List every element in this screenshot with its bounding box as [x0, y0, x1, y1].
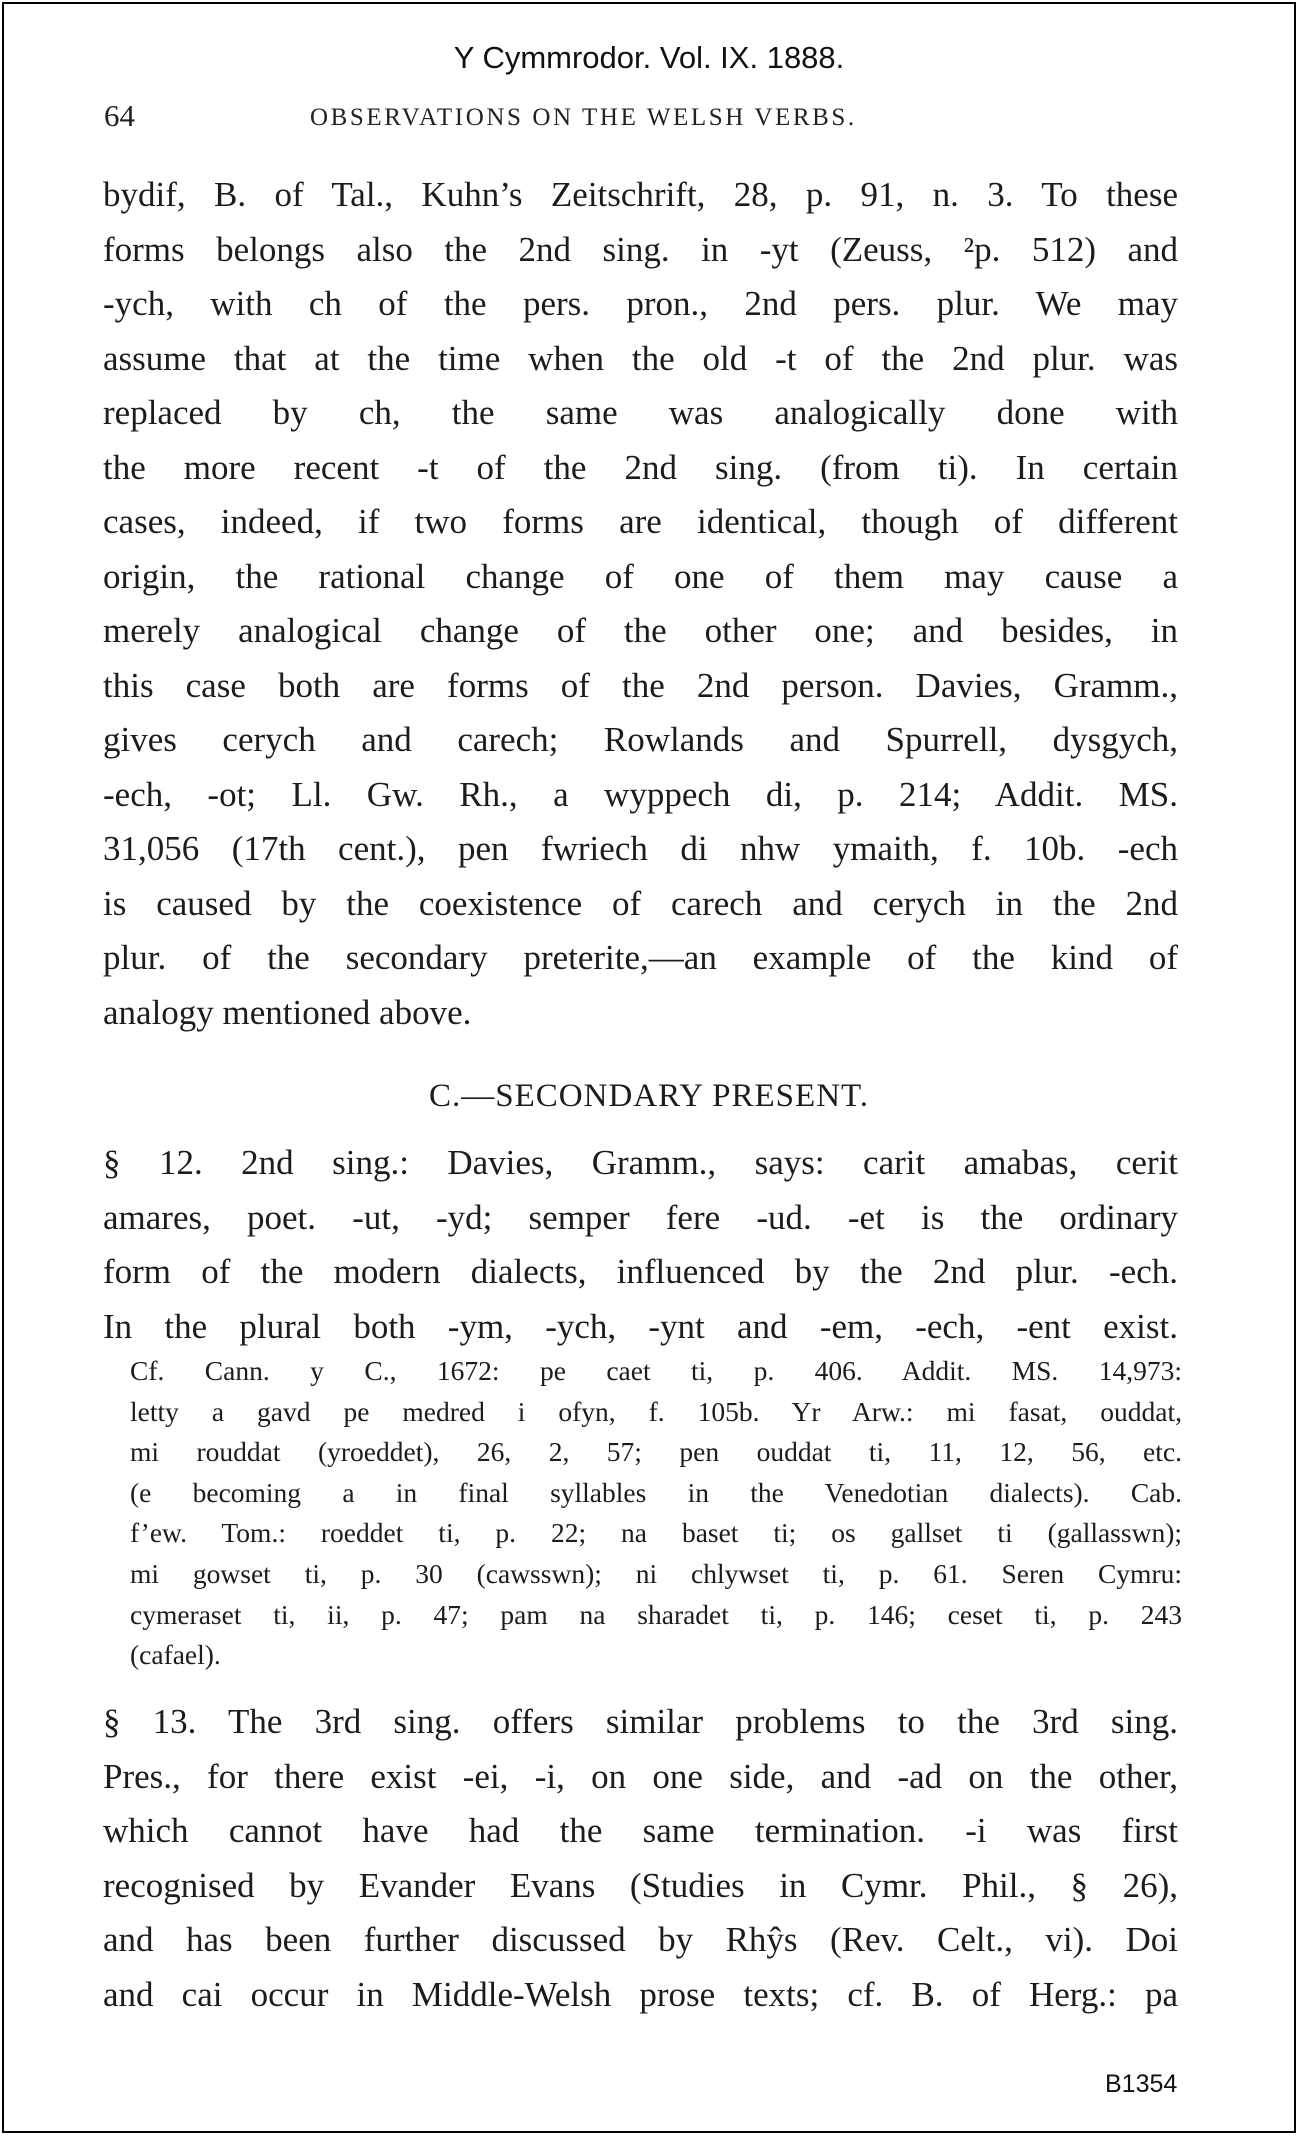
- text-line: f’ew. Tom.: roeddet ti, p. 22; na baset ti; os gallset ti (gallasswn);: [130, 1517, 1182, 1549]
- text-line: and has been further discussed by Rhŷs (Rev. Celt., vi). Doi: [103, 1920, 1178, 1959]
- text-line: and cai occur in Middle-Welsh prose texts; cf. B. of Herg.: pa: [103, 1974, 1178, 2014]
- text-line: cymeraset ti, ii, p. 47; pam na sharadet ti, p. 146; ceset ti, p. 243: [130, 1598, 1182, 1630]
- page-number: 64: [104, 98, 135, 133]
- text-line: merely analogical change of the other one; and besides, in: [103, 611, 1178, 650]
- text-line: origin, the rational change of one of them may cause a: [103, 556, 1178, 596]
- section-heading: C.—SECONDARY PRESENT.: [429, 1078, 869, 1114]
- text-line: recognised by Evander Evans (Studies in Cymr. Phil., § 26),: [103, 1865, 1178, 1905]
- text-line: (cafael).: [130, 1639, 221, 1671]
- text-line: Cf. Cann. y C., 1672: pe caet ti, p. 406. Addit. MS. 14,973:: [130, 1355, 1182, 1386]
- text-line: letty a gavd pe medred i ofyn, f. 105b. Yr Arw.: mi fasat, ouddat,: [130, 1395, 1182, 1427]
- text-line: mi gowset ti, p. 30 (cawsswn); ni chlywset ti, p. 61. Seren Cymru:: [130, 1557, 1182, 1589]
- paragraph-section-12: [103, 1136, 1178, 1354]
- text-line: plur. of the secondary preterite,—an example of the kind of: [103, 938, 1178, 977]
- text-line: Pres., for there exist -ei, -i, on one side, and -ad on the other,: [103, 1756, 1178, 1796]
- text-line: is caused by the coexistence of carech and cerych in the 2nd: [103, 883, 1178, 923]
- text-line: which cannot have had the same termination. -i was first: [103, 1811, 1178, 1850]
- text-line: this case both are forms of the 2nd person. Davies, Gramm.,: [103, 665, 1178, 705]
- paragraph-section-13: [103, 1695, 1178, 2022]
- catalog-number: B1354: [1105, 2070, 1178, 2098]
- text-line: analogy mentioned above.: [103, 992, 472, 1032]
- text-line: assume that at the time when the old -t of the 2nd plur. was: [103, 338, 1178, 378]
- text-line: gives cerych and carech; Rowlands and Spurrell, dysgych,: [103, 720, 1178, 759]
- text-line: the more recent -t of the 2nd sing. (from ti). In certain: [103, 447, 1178, 487]
- text-line: (e becoming a in final syllables in the Venedotian dialects). Cab.: [130, 1476, 1182, 1508]
- text-line: bydif, B. of Tal., Kuhn’s Zeitschrift, 28, p. 91, n. 3. To these: [103, 175, 1178, 214]
- text-line: cases, indeed, if two forms are identical, though of different: [103, 502, 1178, 541]
- text-line: § 13. The 3rd sing. offers similar problems to the 3rd sing.: [103, 1702, 1178, 1741]
- text-line: -ych, with ch of the pers. pron., 2nd pers. plur. We may: [103, 284, 1178, 323]
- text-line: replaced by ch, the same was analogically done with: [103, 393, 1178, 432]
- text-line: forms belongs also the 2nd sing. in -yt (Zeuss, ²p. 512) and: [103, 229, 1178, 269]
- text-line: form of the modern dialects, influenced by the 2nd plur. -ech.: [103, 1252, 1178, 1291]
- citation-paragraph: [130, 1351, 1182, 1676]
- running-title: OBSERVATIONS ON THE WELSH VERBS.: [310, 104, 857, 131]
- text-line: -ech, -ot; Ll. Gw. Rh., a wyppech di, p. 214; Addit. MS.: [103, 774, 1178, 814]
- text-line: In the plural both -ym, -ych, -ynt and -em, -ech, -ent exist.: [103, 1306, 1178, 1346]
- source-citation: Y Cymmrodor. Vol. IX. 1888.: [453, 40, 845, 75]
- text-line: 31,056 (17th cent.), pen fwriech di nhw ymaith, f. 10b. -ech: [103, 829, 1178, 868]
- text-line: mi rouddat (yroeddet), 26, 2, 57; pen ouddat ti, 11, 12, 56, etc.: [130, 1436, 1182, 1468]
- paragraph-verb-forms: [103, 168, 1178, 1040]
- text-line: § 12. 2nd sing.: Davies, Gramm., says: carit amabas, cerit: [103, 1143, 1178, 1182]
- text-line: amares, poet. -ut, -yd; semper fere -ud. -et is the ordinary: [103, 1197, 1178, 1237]
